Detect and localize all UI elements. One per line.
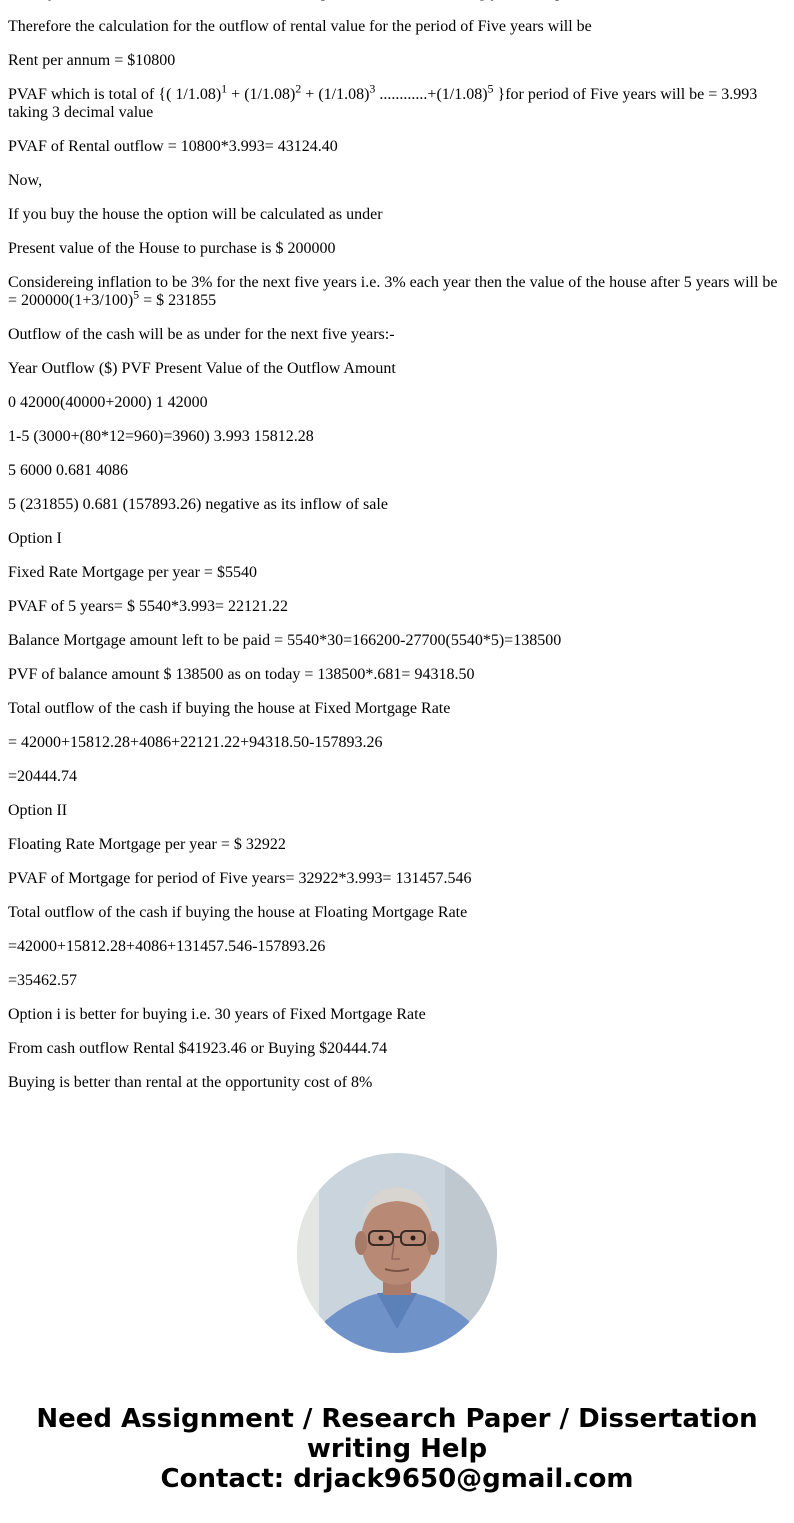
outflow-table-row: 5 6000 0.681 4086 — [8, 462, 128, 479]
paragraph-balance-mortgage: Balance Mortgage amount left to be paid = 5540*30=166200-27700(5540*5)=138500 — [8, 632, 562, 649]
paragraph-conclusion: Buying is better than rental at the opportunity cost of 8% — [8, 1074, 373, 1091]
paragraph-inflation — [8, 274, 786, 310]
heading-option-2: Option II — [8, 802, 68, 819]
paragraph-outflow-intro: Outflow of the cash will be as under for the next five years:- — [8, 326, 395, 343]
author-avatar-portrait — [297, 1153, 497, 1353]
paragraph-better-option: Option i is better for buying i.e. 30 years of Fixed Mortgage Rate — [8, 1006, 426, 1023]
promo-contact: Contact: drjack9650@gmail.com — [160, 1464, 634, 1494]
paragraph-compare: From cash outflow Rental $41923.46 or Buying $20444.74 — [8, 1040, 388, 1057]
pvaf-sup-5: 5 — [487, 81, 494, 96]
pvaf-text-b: + (1/1.08) — [227, 86, 296, 103]
pvaf-text-c: + (1/1.08) — [301, 86, 370, 103]
heading-option-1: Option I — [8, 530, 62, 547]
paragraph-if-buy: If you buy the house the option will be calculated as under — [8, 206, 383, 223]
pvaf-text-e: }for period of Five years will be = 3.993 taking 3 decimal value — [8, 86, 758, 121]
inflation-text-a: Considereing inflation to be 3% for the next five years i.e. 3% each year then the value of the house after 5 years will be = 200000(1+3/100) — [8, 274, 778, 309]
pvaf-sup-1: 1 — [221, 81, 228, 96]
pvaf-text-a: PVAF which is total of {( 1/1.08) — [8, 86, 222, 103]
paragraph-calc-intro: Therefore the calculation for the outflow of rental value for the period of Five years will be — [8, 18, 592, 35]
pvaf-sup-3: 3 — [369, 81, 376, 96]
outflow-table-header: Year Outflow ($) PVF Present Value of the Outflow Amount — [8, 360, 396, 377]
paragraph-rental-outflow: PVAF of Rental outflow = 10800*3.993= 43124.40 — [8, 138, 338, 155]
inflation-text-b: = $ 231855 — [139, 292, 217, 309]
paragraph-pvf-balance: PVF of balance amount $ 138500 as on today = 138500*.681= 94318.50 — [8, 666, 475, 683]
paragraph-present-value: Present value of the House to purchase is $ 200000 — [8, 240, 336, 257]
paragraph-pvaf-floating: PVAF of Mortgage for period of Five years= 32922*3.993= 131457.546 — [8, 870, 472, 887]
paragraph-floating-rate: Floating Rate Mortgage per year = $ 32922 — [8, 836, 286, 853]
answer-content — [8, 0, 786, 1108]
paragraph-total-fixed: Total outflow of the cash if buying the house at Fixed Mortgage Rate — [8, 700, 451, 717]
paragraph-total-floating: Total outflow of the cash if buying the house at Floating Mortgage Rate — [8, 904, 468, 921]
paragraph-annuity-note — [8, 0, 786, 2]
paragraph-rent-per-annum: Rent per annum = $10800 — [8, 52, 176, 69]
outflow-table-row: 0 42000(40000+2000) 1 42000 — [8, 394, 208, 411]
outflow-table-row: 1-5 (3000+(80*12=960)=3960) 3.993 15812.28 — [8, 428, 314, 445]
promo-line-2: writing Help — [306, 1434, 488, 1464]
promo-line-1: Need Assignment / Research Paper / Dissertation — [36, 1404, 758, 1434]
inflation-sup: 5 — [133, 287, 140, 302]
paragraph-total-fixed-calc: = 42000+15812.28+4086+22121.22+94318.50-157893.26 — [8, 734, 383, 751]
paragraph-total-floating-result: =35462.57 — [8, 972, 78, 989]
paragraph-pvaf-formula — [8, 81, 786, 122]
paragraph-now: Now, — [8, 172, 43, 189]
promo-banner — [0, 1404, 794, 1494]
pvaf-text-d: ............+(1/1.08) — [375, 86, 488, 103]
author-avatar — [297, 1153, 497, 1353]
paragraph-total-fixed-result: =20444.74 — [8, 768, 78, 785]
paragraph-total-floating-calc: =42000+15812.28+4086+131457.546-157893.26 — [8, 938, 326, 955]
outflow-table-row: 5 (231855) 0.681 (157893.26) negative as its inflow of sale — [8, 496, 388, 513]
pvaf-sup-2: 2 — [295, 81, 302, 96]
paragraph-pvaf-5-years: PVAF of 5 years= $ 5540*3.993= 22121.22 — [8, 598, 288, 615]
paragraph-fixed-rate: Fixed Rate Mortgage per year = $5540 — [8, 564, 257, 581]
